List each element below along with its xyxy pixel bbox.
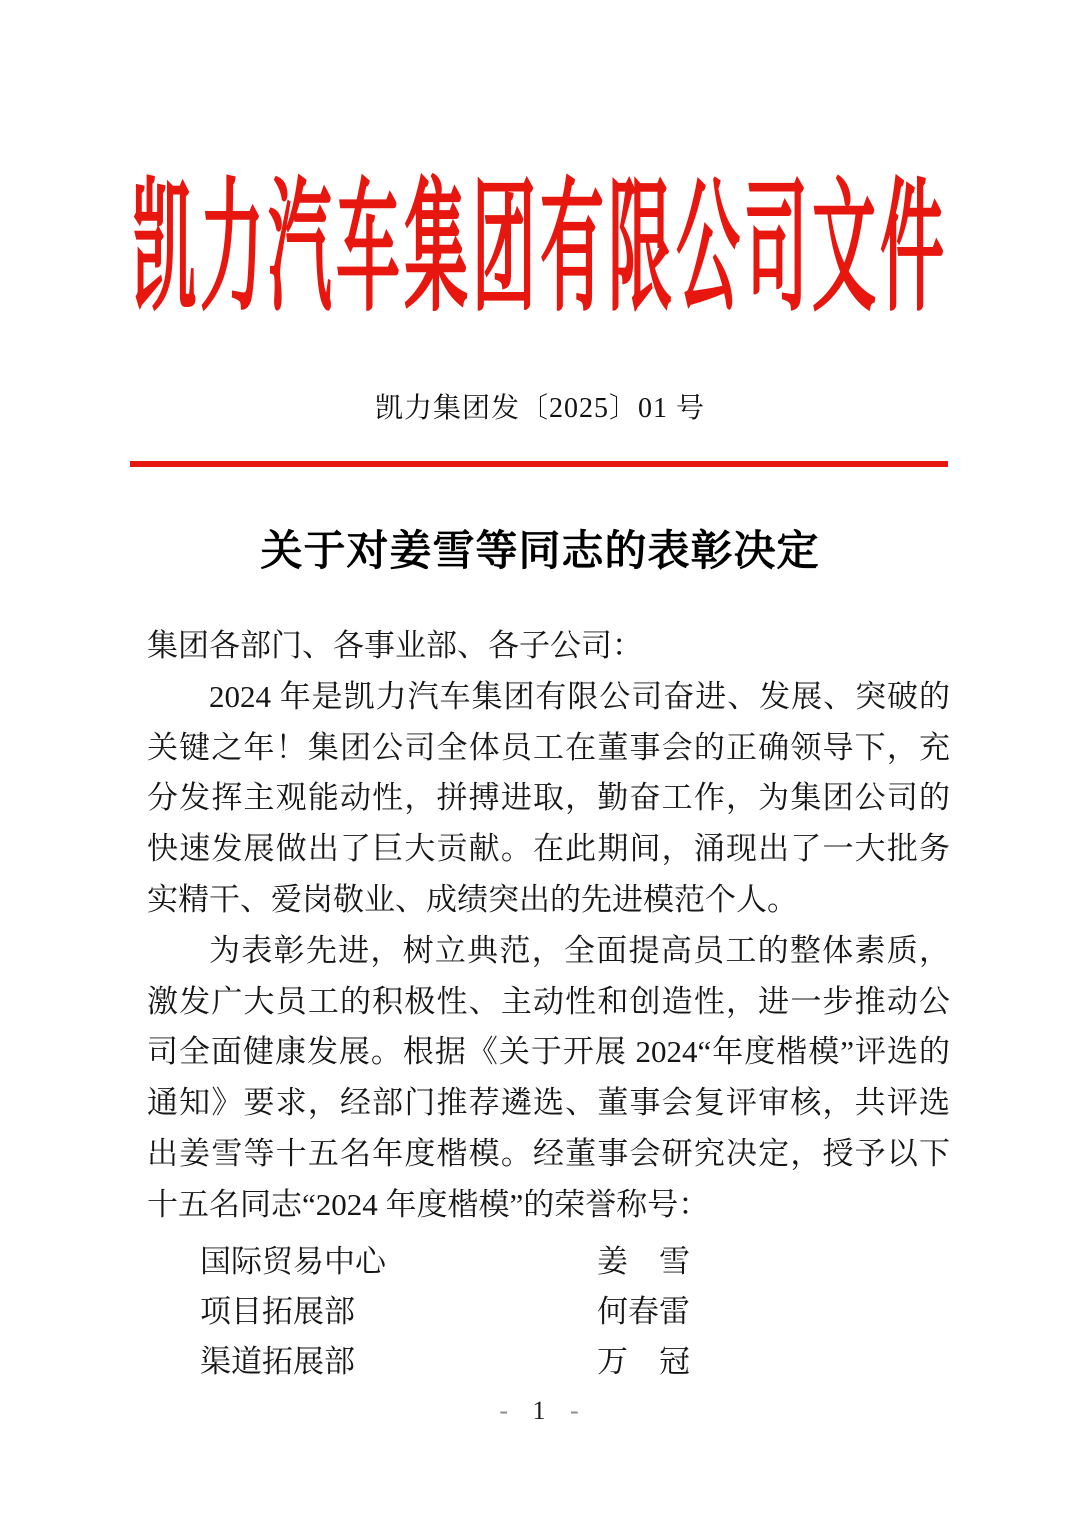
award-department: 渠道拓展部 <box>200 1343 355 1379</box>
company-letterhead-text: 凯力汽车集团有限公司文件 <box>132 169 948 329</box>
red-separator-rule <box>130 461 948 467</box>
company-letterhead <box>0 169 1080 329</box>
award-row <box>147 1337 950 1387</box>
award-row <box>147 1287 950 1337</box>
award-name: 何春雷 <box>597 1293 690 1329</box>
award-row <box>147 1237 950 1287</box>
doc-title: 关于对姜雪等同志的表彰决定 <box>260 527 820 574</box>
page-footer <box>0 1396 1080 1426</box>
body-paragraph-2: 为表彰先进，树立典范，全面提高员工的整体素质，激发广大员工的积极性、主动性和创造性，进一步推动公司全面健康发展。根据《关于开展 2024“年度楷模”评选的通知》要求，经部门推荐遴选、董事会复评审核，共评选出姜雪等十五名年度楷模。经董事会研究决定，授予以下十五名同志“2024 年度楷模”的荣誉称号： <box>147 932 950 1222</box>
body-paragraph-1: 2024 年是凯力汽车集团有限公司奋进、发展、突破的关键之年！集团公司全体员工在董事会的正确领导下，充分发挥主观能动性，拼搏进取，勤奋工作，为集团公司的快速发展做出了巨大贡献。在此期间，涌现出了一大批务实精干、爱岗敬业、成绩突出的先进模范个人。 <box>147 678 950 917</box>
doc-number: 凯力集团发〔2025〕01 号 <box>374 393 705 424</box>
award-department: 项目拓展部 <box>200 1293 355 1329</box>
page-number: 1 <box>532 1396 548 1425</box>
award-department: 国际贸易中心 <box>200 1243 386 1279</box>
award-list <box>147 1237 950 1387</box>
footer-right-dash: - <box>570 1396 581 1425</box>
salutation: 集团各部门、各事业部、各子公司： <box>147 628 643 663</box>
award-name: 万 冠 <box>597 1343 690 1379</box>
award-name: 姜 雪 <box>597 1243 690 1279</box>
document-body <box>147 621 950 1387</box>
footer-left-dash: - <box>499 1396 510 1425</box>
